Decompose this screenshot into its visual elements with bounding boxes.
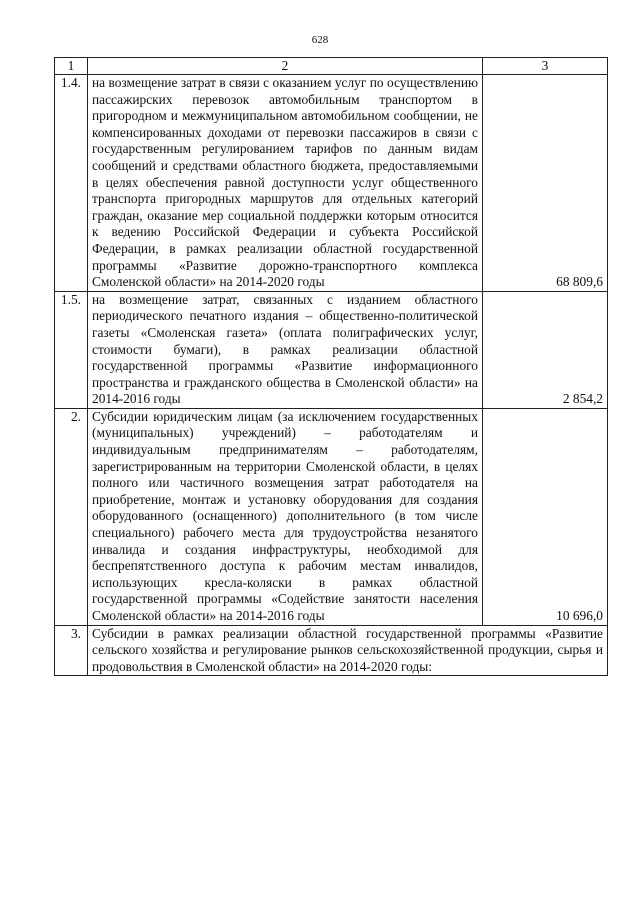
header-cell-col3: 3 bbox=[483, 58, 608, 75]
row-number: 1.5. bbox=[55, 291, 88, 408]
table-row bbox=[55, 625, 608, 676]
table-row bbox=[55, 75, 608, 292]
table-header-row bbox=[55, 58, 608, 75]
page-number: 628 bbox=[311, 34, 329, 46]
row-amount: 68 809,6 bbox=[483, 75, 608, 292]
row-description: на возмещение затрат в связи с оказанием услуг по осуществлению пассажирских перевозок автомобильным транспортом в пригородном и межмуниципальном автомобильном сообщении, не компенсированных доходами от перевозки пассажиров в связи с государственным регулированием тарифов по данным видам сообщений и средствами областного бюджета, предоставляемыми в целях обеспечения равной доступности услуг общественного транспорта пригородных маршрутов для отдельных категорий граждан, оказание мер социальной поддержки которым относится к ведению Российской Федерации и субъекта Российской Федерации, в рамках реализации областной государственной программы «Развитие дорожно-транспортного комплекса Смоленской области» на 2014-2020 годы bbox=[88, 75, 483, 292]
header-cell-col2: 2 bbox=[88, 58, 483, 75]
row-description: Субсидии в рамках реализации областной государственной программы «Развитие сельского хозяйства и регулирование рынков сельскохозяйственной продукции, сырья и продовольствия в Смоленской области» на 2014-2020 годы: bbox=[88, 625, 608, 676]
budget-table bbox=[54, 57, 608, 676]
row-amount: 2 854,2 bbox=[483, 291, 608, 408]
row-description: Субсидии юридическим лицам (за исключением государственных (муниципальных) учреждений) – работодателям и индивидуальным предпринимателям – работодателям, зарегистрированным на территории Смоленской области, в целях полного или частичного возмещения затрат работодателя на приобретение, монтаж и установку оборудования для создания оборудованного (оснащенного) дополнительного (в том числе специального) рабочего места для трудоустройства незанятого инвалида и создания инфраструктуры, необходимой для беспрепятственного доступа к рабочим местам инвалидов, использующих кресла-коляски в рамках областной государственной программы «Содействие занятости населения Смоленской области» на 2014-2016 годы bbox=[88, 408, 483, 625]
row-description: на возмещение затрат, связанных с изданием областного периодического печатного издания – общественно-политической газеты «Смоленская газета» (оплата полиграфических услуг, стоимости бумаги), в рамках реализации областной государственной программы «Развитие информационного пространства и гражданского общества в Смоленской области» на 2014-2016 годы bbox=[88, 291, 483, 408]
row-amount: 10 696,0 bbox=[483, 408, 608, 625]
header-cell-col1: 1 bbox=[55, 58, 88, 75]
row-number: 1.4. bbox=[55, 75, 88, 292]
table-row bbox=[55, 291, 608, 408]
table-row bbox=[55, 408, 608, 625]
row-number: 2. bbox=[55, 408, 88, 625]
row-number: 3. bbox=[55, 625, 88, 676]
